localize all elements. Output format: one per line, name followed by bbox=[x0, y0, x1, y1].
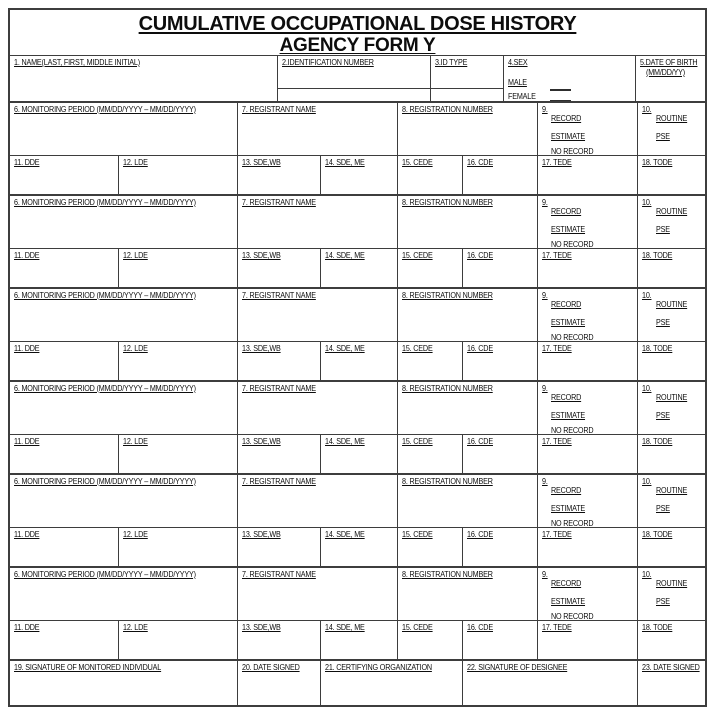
monitoring-period-cell[interactable] bbox=[10, 289, 237, 341]
registration-number-label: 8. REGISTRATION NUMBER bbox=[402, 198, 493, 207]
monitoring-period-label: 6. MONITORING PERIOD (MM/DD/YYYY – MM/DD/YYYY) bbox=[14, 570, 196, 579]
estimate-option-label: ESTIMATE bbox=[551, 504, 586, 513]
registration-number-cell[interactable] bbox=[397, 568, 537, 620]
signature-row bbox=[10, 659, 705, 705]
tode-label: 18. TODE bbox=[642, 623, 673, 632]
routine-option-label: ROUTINE bbox=[656, 393, 688, 402]
tode-label: 18. TODE bbox=[642, 344, 673, 353]
tede-label: 17. TEDE bbox=[542, 623, 572, 632]
cde-label: 16. CDE bbox=[467, 623, 493, 632]
monitoring-row bbox=[10, 194, 705, 248]
dde-cell[interactable] bbox=[10, 435, 118, 473]
monitoring-period-cell[interactable] bbox=[10, 103, 237, 155]
estimate-option-label: ESTIMATE bbox=[551, 225, 586, 234]
registration-number-label: 8. REGISTRATION NUMBER bbox=[402, 105, 493, 114]
registrant-name-cell[interactable] bbox=[237, 289, 397, 341]
dde-cell[interactable] bbox=[10, 528, 118, 566]
tede-label: 17. TEDE bbox=[542, 530, 572, 539]
dde-label: 11. DDE bbox=[14, 623, 40, 632]
female-answer-blank-line[interactable] bbox=[550, 100, 571, 101]
tede-label: 17. TEDE bbox=[542, 437, 572, 446]
dose-values-row bbox=[10, 527, 705, 566]
registrant-name-cell[interactable] bbox=[237, 382, 397, 434]
record-type-cell[interactable] bbox=[537, 103, 637, 155]
certifying-organization-cell[interactable] bbox=[320, 661, 462, 705]
tode-label: 18. TODE bbox=[642, 530, 673, 539]
record-option-label: RECORD bbox=[551, 486, 582, 495]
sde-me-label: 14. SDE, ME bbox=[325, 530, 365, 539]
sde-me-label: 14. SDE, ME bbox=[325, 623, 365, 632]
id-type-field-cell[interactable] bbox=[430, 56, 503, 101]
tede-label: 17. TEDE bbox=[542, 344, 572, 353]
dose-history-block bbox=[10, 101, 705, 194]
estimate-option-label: ESTIMATE bbox=[551, 132, 586, 141]
routine-option-label: ROUTINE bbox=[656, 300, 688, 309]
lde-label: 12. LDE bbox=[123, 251, 148, 260]
cede-cell[interactable] bbox=[397, 249, 462, 287]
monitoring-period-label: 6. MONITORING PERIOD (MM/DD/YYYY – MM/DD/YYYY) bbox=[14, 384, 196, 393]
monitoring-type-cell[interactable] bbox=[637, 568, 705, 620]
pse-option-label: PSE bbox=[656, 225, 670, 234]
monitoring-period-cell[interactable] bbox=[10, 568, 237, 620]
form-title: CUMULATIVE OCCUPATIONAL DOSE HISTORY bbox=[138, 13, 577, 35]
tede-cell[interactable] bbox=[537, 528, 637, 566]
sde-wb-label: 13. SDE,WB bbox=[242, 530, 281, 539]
dde-cell[interactable] bbox=[10, 249, 118, 287]
dose-history-block bbox=[10, 287, 705, 380]
no-record-option-label: NO RECORD bbox=[551, 333, 594, 341]
record-option-label: RECORD bbox=[551, 114, 582, 123]
designee-date-signed-label: 23. DATE SIGNED bbox=[642, 663, 700, 672]
cede-cell[interactable] bbox=[397, 621, 462, 659]
record-type-number-label: 9. bbox=[542, 570, 548, 579]
certifying-organization-label: 21. CERTIFYING ORGANIZATION bbox=[325, 663, 432, 672]
registration-number-label: 8. REGISTRATION NUMBER bbox=[402, 570, 493, 579]
record-type-number-label: 9. bbox=[542, 477, 548, 486]
no-record-option-label: NO RECORD bbox=[551, 519, 594, 527]
registrant-name-cell[interactable] bbox=[237, 103, 397, 155]
registrant-name-label: 7. REGISTRANT NAME bbox=[242, 291, 316, 300]
monitoring-type-cell[interactable] bbox=[637, 289, 705, 341]
estimate-option-label: ESTIMATE bbox=[551, 411, 586, 420]
monitoring-period-cell[interactable] bbox=[10, 382, 237, 434]
tode-label: 18. TODE bbox=[642, 158, 673, 167]
dose-history-block bbox=[10, 380, 705, 473]
routine-option-label: ROUTINE bbox=[656, 114, 688, 123]
monitoring-type-number-label: 10. bbox=[642, 291, 652, 300]
monitoring-period-cell[interactable] bbox=[10, 475, 237, 527]
sde-wb-cell[interactable] bbox=[237, 528, 320, 566]
monitoring-period-label: 6. MONITORING PERIOD (MM/DD/YYYY – MM/DD/YYYY) bbox=[14, 105, 196, 114]
record-type-cell[interactable] bbox=[537, 475, 637, 527]
dose-values-row bbox=[10, 620, 705, 659]
tode-label: 18. TODE bbox=[642, 437, 673, 446]
dose-values-row bbox=[10, 341, 705, 380]
cde-cell[interactable] bbox=[462, 528, 537, 566]
monitoring-type-number-label: 10. bbox=[642, 477, 652, 486]
header-row bbox=[10, 55, 705, 101]
monitoring-period-label: 6. MONITORING PERIOD (MM/DD/YYYY – MM/DD/YYYY) bbox=[14, 477, 196, 486]
cde-label: 16. CDE bbox=[467, 158, 493, 167]
monitoring-type-cell[interactable] bbox=[637, 103, 705, 155]
dde-label: 11. DDE bbox=[14, 251, 40, 260]
registration-number-cell[interactable] bbox=[397, 475, 537, 527]
registration-number-cell[interactable] bbox=[397, 289, 537, 341]
header-inner-divider-line bbox=[277, 88, 503, 89]
sde-me-label: 14. SDE, ME bbox=[325, 251, 365, 260]
cede-cell[interactable] bbox=[397, 528, 462, 566]
identification-number-label: 2.IDENTIFICATION NUMBER bbox=[282, 58, 374, 67]
registrant-name-cell[interactable] bbox=[237, 475, 397, 527]
record-type-cell[interactable] bbox=[537, 289, 637, 341]
estimate-option-label: ESTIMATE bbox=[551, 318, 586, 327]
dde-label: 11. DDE bbox=[14, 344, 40, 353]
tede-cell[interactable] bbox=[537, 435, 637, 473]
lde-cell[interactable] bbox=[118, 621, 237, 659]
dde-label: 11. DDE bbox=[14, 158, 40, 167]
registrant-name-label: 7. REGISTRANT NAME bbox=[242, 477, 316, 486]
monitoring-type-cell[interactable] bbox=[637, 382, 705, 434]
routine-option-label: ROUTINE bbox=[656, 486, 688, 495]
sde-me-cell[interactable] bbox=[320, 621, 397, 659]
sde-wb-cell[interactable] bbox=[237, 435, 320, 473]
tode-cell[interactable] bbox=[637, 342, 705, 380]
lde-label: 12. LDE bbox=[123, 530, 148, 539]
identification-number-field-cell[interactable] bbox=[277, 56, 430, 101]
dde-cell[interactable] bbox=[10, 156, 118, 194]
record-option-label: RECORD bbox=[551, 300, 582, 309]
cede-label: 15. CEDE bbox=[402, 158, 433, 167]
cede-cell[interactable] bbox=[397, 342, 462, 380]
monitoring-type-cell[interactable] bbox=[637, 196, 705, 248]
registrant-name-label: 7. REGISTRANT NAME bbox=[242, 105, 316, 114]
registration-number-cell[interactable] bbox=[397, 382, 537, 434]
date-signed-label: 20. DATE SIGNED bbox=[242, 663, 300, 672]
record-option-label: RECORD bbox=[551, 207, 582, 216]
designee-signature-label: 22. SIGNATURE OF DESIGNEE bbox=[467, 663, 568, 672]
monitoring-row bbox=[10, 101, 705, 155]
lde-cell[interactable] bbox=[118, 342, 237, 380]
monitoring-type-number-label: 10. bbox=[642, 105, 652, 114]
monitoring-type-number-label: 10. bbox=[642, 570, 652, 579]
cde-label: 16. CDE bbox=[467, 344, 493, 353]
pse-option-label: PSE bbox=[656, 597, 670, 606]
date-of-birth-field-cell[interactable] bbox=[635, 56, 705, 101]
sde-wb-cell[interactable] bbox=[237, 342, 320, 380]
record-type-cell[interactable] bbox=[537, 568, 637, 620]
registration-number-cell[interactable] bbox=[397, 196, 537, 248]
pse-option-label: PSE bbox=[656, 411, 670, 420]
cde-cell[interactable] bbox=[462, 342, 537, 380]
tode-cell[interactable] bbox=[637, 249, 705, 287]
registrant-name-label: 7. REGISTRANT NAME bbox=[242, 570, 316, 579]
routine-option-label: ROUTINE bbox=[656, 579, 688, 588]
dose-history-blocks bbox=[10, 101, 705, 659]
monitoring-row bbox=[10, 380, 705, 434]
monitoring-type-number-label: 10. bbox=[642, 384, 652, 393]
estimate-option-label: ESTIMATE bbox=[551, 597, 586, 606]
tede-cell[interactable] bbox=[537, 156, 637, 194]
sex-label: 4.SEX bbox=[508, 58, 528, 67]
monitored-individual-signature-cell[interactable] bbox=[10, 661, 237, 705]
record-option-label: RECORD bbox=[551, 393, 582, 402]
registrant-name-cell[interactable] bbox=[237, 568, 397, 620]
no-record-option-label: NO RECORD bbox=[551, 147, 594, 155]
registration-number-label: 8. REGISTRATION NUMBER bbox=[402, 291, 493, 300]
male-answer-blank-line[interactable] bbox=[550, 89, 571, 91]
cde-cell[interactable] bbox=[462, 621, 537, 659]
tode-cell[interactable] bbox=[637, 528, 705, 566]
cede-label: 15. CEDE bbox=[402, 437, 433, 446]
dose-values-row bbox=[10, 155, 705, 194]
record-type-cell[interactable] bbox=[537, 196, 637, 248]
cede-label: 15. CEDE bbox=[402, 344, 433, 353]
dde-label: 11. DDE bbox=[14, 437, 40, 446]
date-of-birth-label: 5.DATE OF BIRTH bbox=[640, 58, 698, 67]
cde-label: 16. CDE bbox=[467, 251, 493, 260]
sde-wb-label: 13. SDE,WB bbox=[242, 437, 281, 446]
tode-label: 18. TODE bbox=[642, 251, 673, 260]
dde-cell[interactable] bbox=[10, 621, 118, 659]
dose-history-block bbox=[10, 566, 705, 659]
record-type-number-label: 9. bbox=[542, 198, 548, 207]
registrant-name-label: 7. REGISTRANT NAME bbox=[242, 198, 316, 207]
record-type-cell[interactable] bbox=[537, 382, 637, 434]
monitoring-row bbox=[10, 566, 705, 620]
form-subtitle: AGENCY FORM Y bbox=[279, 35, 436, 55]
tede-cell[interactable] bbox=[537, 342, 637, 380]
tede-label: 17. TEDE bbox=[542, 158, 572, 167]
lde-label: 12. LDE bbox=[123, 623, 148, 632]
lde-cell[interactable] bbox=[118, 435, 237, 473]
monitoring-row bbox=[10, 473, 705, 527]
id-type-label: 3.ID TYPE bbox=[435, 58, 468, 67]
sde-wb-label: 13. SDE,WB bbox=[242, 344, 281, 353]
sde-wb-cell[interactable] bbox=[237, 249, 320, 287]
cede-label: 15. CEDE bbox=[402, 623, 433, 632]
cde-cell[interactable] bbox=[462, 156, 537, 194]
sde-wb-label: 13. SDE,WB bbox=[242, 251, 281, 260]
tode-cell[interactable] bbox=[637, 435, 705, 473]
registration-number-label: 8. REGISTRATION NUMBER bbox=[402, 384, 493, 393]
lde-label: 12. LDE bbox=[123, 344, 148, 353]
sex-option-male-label: MALE bbox=[508, 78, 527, 87]
designee-date-signed-cell[interactable] bbox=[637, 661, 705, 705]
sde-wb-cell[interactable] bbox=[237, 156, 320, 194]
dde-cell[interactable] bbox=[10, 342, 118, 380]
pse-option-label: PSE bbox=[656, 504, 670, 513]
cede-label: 15. CEDE bbox=[402, 530, 433, 539]
routine-option-label: ROUTINE bbox=[656, 207, 688, 216]
dose-history-block bbox=[10, 473, 705, 566]
registrant-name-label: 7. REGISTRANT NAME bbox=[242, 384, 316, 393]
dde-label: 11. DDE bbox=[14, 530, 40, 539]
tode-cell[interactable] bbox=[637, 621, 705, 659]
dose-values-row bbox=[10, 434, 705, 473]
sde-me-cell[interactable] bbox=[320, 249, 397, 287]
sde-wb-label: 13. SDE,WB bbox=[242, 623, 281, 632]
no-record-option-label: NO RECORD bbox=[551, 240, 594, 248]
cede-cell[interactable] bbox=[397, 156, 462, 194]
monitoring-type-cell[interactable] bbox=[637, 475, 705, 527]
record-type-number-label: 9. bbox=[542, 384, 548, 393]
sde-me-cell[interactable] bbox=[320, 156, 397, 194]
sde-me-cell[interactable] bbox=[320, 528, 397, 566]
tede-cell[interactable] bbox=[537, 621, 637, 659]
tede-label: 17. TEDE bbox=[542, 251, 572, 260]
monitoring-period-label: 6. MONITORING PERIOD (MM/DD/YYYY – MM/DD/YYYY) bbox=[14, 291, 196, 300]
record-type-number-label: 9. bbox=[542, 105, 548, 114]
pse-option-label: PSE bbox=[656, 318, 670, 327]
sex-field-cell[interactable] bbox=[503, 56, 635, 101]
tede-cell[interactable] bbox=[537, 249, 637, 287]
monitoring-type-number-label: 10. bbox=[642, 198, 652, 207]
sde-me-cell[interactable] bbox=[320, 342, 397, 380]
monitored-individual-signature-label: 19. SIGNATURE OF MONITORED INDIVIDUAL bbox=[14, 663, 162, 672]
sde-wb-label: 13. SDE,WB bbox=[242, 158, 281, 167]
sde-me-label: 14. SDE, ME bbox=[325, 158, 365, 167]
record-option-label: RECORD bbox=[551, 579, 582, 588]
lde-cell[interactable] bbox=[118, 156, 237, 194]
cde-label: 16. CDE bbox=[467, 437, 493, 446]
cede-cell[interactable] bbox=[397, 435, 462, 473]
cumulative-dose-history-form bbox=[8, 8, 707, 707]
record-type-number-label: 9. bbox=[542, 291, 548, 300]
monitoring-period-label: 6. MONITORING PERIOD (MM/DD/YYYY – MM/DD/YYYY) bbox=[14, 198, 196, 207]
cde-cell[interactable] bbox=[462, 249, 537, 287]
dose-history-block bbox=[10, 194, 705, 287]
no-record-option-label: NO RECORD bbox=[551, 612, 594, 620]
dose-values-row bbox=[10, 248, 705, 287]
monitoring-period-cell[interactable] bbox=[10, 196, 237, 248]
cde-cell[interactable] bbox=[462, 435, 537, 473]
registration-number-label: 8. REGISTRATION NUMBER bbox=[402, 477, 493, 486]
cede-label: 15. CEDE bbox=[402, 251, 433, 260]
sde-me-label: 14. SDE, ME bbox=[325, 344, 365, 353]
pse-option-label: PSE bbox=[656, 132, 670, 141]
no-record-option-label: NO RECORD bbox=[551, 426, 594, 434]
form-title-block bbox=[10, 10, 705, 55]
designee-signature-cell[interactable] bbox=[462, 661, 637, 705]
name-field-label: 1. NAME(LAST, FIRST, MIDDLE INITIAL) bbox=[14, 58, 140, 67]
lde-cell[interactable] bbox=[118, 528, 237, 566]
registration-number-cell[interactable] bbox=[397, 103, 537, 155]
cde-label: 16. CDE bbox=[467, 530, 493, 539]
date-signed-cell[interactable] bbox=[237, 661, 320, 705]
sde-me-label: 14. SDE, ME bbox=[325, 437, 365, 446]
lde-label: 12. LDE bbox=[123, 158, 148, 167]
sex-option-female-label: FEMALE bbox=[508, 92, 536, 101]
tode-cell[interactable] bbox=[637, 156, 705, 194]
lde-label: 12. LDE bbox=[123, 437, 148, 446]
sde-wb-cell[interactable] bbox=[237, 621, 320, 659]
date-of-birth-format-label: (MM/DD/YY) bbox=[646, 68, 686, 77]
monitoring-row bbox=[10, 287, 705, 341]
sde-me-cell[interactable] bbox=[320, 435, 397, 473]
registrant-name-cell[interactable] bbox=[237, 196, 397, 248]
lde-cell[interactable] bbox=[118, 249, 237, 287]
name-field-cell[interactable] bbox=[10, 56, 277, 101]
